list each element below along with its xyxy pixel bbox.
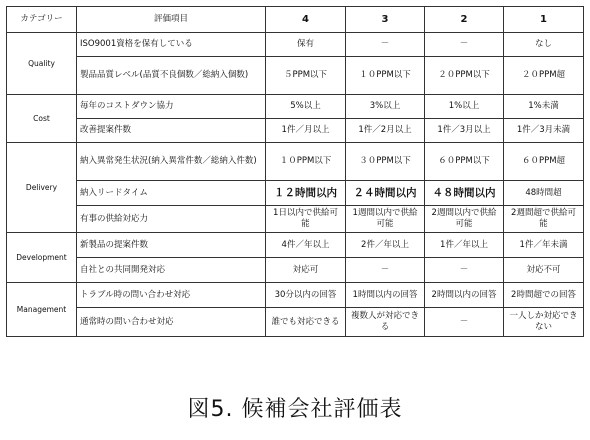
value-cell: ４８時間以内	[425, 181, 504, 206]
category-delivery: Delivery	[7, 143, 77, 233]
value-cell: 2週間超で供給可能	[504, 206, 584, 233]
value-cell: 1件／年未満	[504, 233, 584, 258]
item-cell: 通常時の問い合わせ対応	[77, 308, 266, 337]
value-cell: 1%以上	[425, 95, 504, 119]
table-row	[7, 206, 584, 233]
value-cell: 2件／年以上	[346, 233, 425, 258]
category-management: Management	[7, 283, 77, 337]
item-cell: 納入リードタイム	[77, 181, 266, 206]
header-grade-1: 1	[504, 7, 584, 33]
value-cell: 30分以内の回答	[266, 283, 346, 308]
item-cell: 納入異常発生状況(納入異常件数／総納入件数)	[77, 143, 266, 181]
table-row	[7, 283, 584, 308]
value-cell: 1時間以内の回答	[346, 283, 425, 308]
table-row	[7, 181, 584, 206]
value-cell: 誰でも対応できる	[266, 308, 346, 337]
value-cell: 1%未満	[504, 95, 584, 119]
value-cell: 対応可	[266, 258, 346, 283]
value-cell: －	[425, 258, 504, 283]
item-cell: 毎年のコストダウン協力	[77, 95, 266, 119]
value-cell: 保有	[266, 33, 346, 57]
value-cell: ６０PPM超	[504, 143, 584, 181]
category-cost: Cost	[7, 95, 77, 143]
value-cell: 5%以上	[266, 95, 346, 119]
table-row	[7, 119, 584, 143]
item-cell: 新製品の提案件数	[77, 233, 266, 258]
value-cell: ３０PPM以下	[346, 143, 425, 181]
value-cell: 1件／年以上	[425, 233, 504, 258]
header-grade-4: 4	[266, 7, 346, 33]
header-category: カテゴリー	[7, 7, 77, 33]
value-cell: ２０PPM超	[504, 57, 584, 95]
value-cell: なし	[504, 33, 584, 57]
item-cell: トラブル時の問い合わせ対応	[77, 283, 266, 308]
value-cell: －	[425, 33, 504, 57]
value-cell: －	[346, 258, 425, 283]
item-cell: 有事の供給対応力	[77, 206, 266, 233]
value-cell: 1件／2月以上	[346, 119, 425, 143]
table-row	[7, 308, 584, 337]
value-cell: 対応不可	[504, 258, 584, 283]
item-cell: 改善提案件数	[77, 119, 266, 143]
value-cell: 1件／3月以上	[425, 119, 504, 143]
table-row	[7, 258, 584, 283]
value-cell: 2週間以内で供給可能	[425, 206, 504, 233]
category-development: Development	[7, 233, 77, 283]
value-cell: 1件／月以上	[266, 119, 346, 143]
value-cell: ５PPM以下	[266, 57, 346, 95]
value-cell: 複数人が対応できる	[346, 308, 425, 337]
value-cell: １０PPM以下	[266, 143, 346, 181]
value-cell: 2時間超での回答	[504, 283, 584, 308]
category-quality: Quality	[7, 33, 77, 95]
evaluation-table	[6, 6, 584, 337]
value-cell: 4件／年以上	[266, 233, 346, 258]
value-cell: 1週間以内で供給可能	[346, 206, 425, 233]
header-row	[7, 7, 584, 33]
value-cell: ２４時間以内	[346, 181, 425, 206]
item-cell: ISO9001資格を保有している	[77, 33, 266, 57]
value-cell: １２時間以内	[266, 181, 346, 206]
value-cell: 1日以内で供給可能	[266, 206, 346, 233]
header-grade-2: 2	[425, 7, 504, 33]
value-cell: 2時間以内の回答	[425, 283, 504, 308]
table-row	[7, 95, 584, 119]
value-cell: ６０PPM以下	[425, 143, 504, 181]
figure-caption: 図5. 候補会社評価表	[187, 397, 403, 422]
evaluation-table-container	[6, 6, 583, 337]
table-row	[7, 33, 584, 57]
table-row	[7, 57, 584, 95]
value-cell: 48時間超	[504, 181, 584, 206]
header-grade-3: 3	[346, 7, 425, 33]
value-cell: ２０PPM以下	[425, 57, 504, 95]
item-cell: 自社との共同開発対応	[77, 258, 266, 283]
value-cell: －	[425, 308, 504, 337]
value-cell: １０PPM以下	[346, 57, 425, 95]
item-cell: 製品品質レベル(品質不良個数／総納入個数)	[77, 57, 266, 95]
value-cell: 一人しか対応できない	[504, 308, 584, 337]
value-cell: －	[346, 33, 425, 57]
table-row	[7, 233, 584, 258]
value-cell: 1件／3月未満	[504, 119, 584, 143]
header-item: 評価項目	[77, 7, 266, 33]
table-row	[7, 143, 584, 181]
value-cell: 3%以上	[346, 95, 425, 119]
